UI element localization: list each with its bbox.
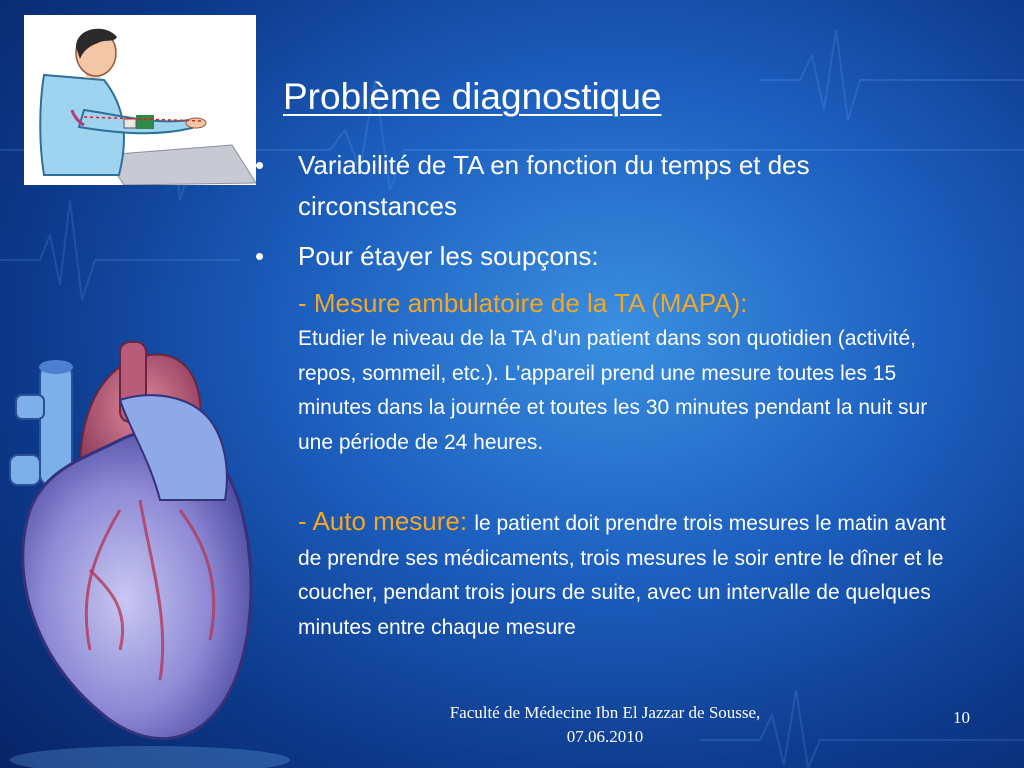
blood-pressure-clipart (24, 15, 256, 185)
section-body: Etudier le niveau de la TA d’un patient dans son quotidien (activité, repos, sommeil, etc.). L'appareil prend une mesure toutes les 15 minutes dans la journée et toutes les 30 minutes pendant la nuit sur une période de 24 heures. (298, 327, 928, 454)
heart-illustration (0, 320, 300, 768)
bullet-marker: • (255, 150, 265, 180)
bullet-item (255, 236, 955, 277)
section-heading: - Mesure ambulatoire de la TA (MAPA): (298, 288, 748, 318)
bullet-text: Variabilité de TA en fonction du temps et des circonstances (298, 150, 810, 221)
bullet-item (255, 145, 955, 227)
page-number: 10 (953, 708, 970, 727)
slide-title: Problème diagnostique (283, 76, 662, 117)
auto-mesure-section (298, 504, 958, 645)
bullet-text: Pour étayer les soupçons: (298, 241, 599, 271)
section-heading: - Auto mesure: (298, 506, 475, 536)
mapa-section (298, 284, 958, 460)
bullet-marker: • (255, 241, 265, 271)
section-body: le patient doit prendre trois mesures le matin avant de prendre ses médicaments, trois mesures le soir entre le dîner et le coucher, pendant trois jours de suite, avec un intervalle de quelques minutes entre chaque mesure (298, 512, 946, 639)
slide-footer: Faculté de Médecine Ibn El Jazzar de Sousse, 07.06.2010 (449, 703, 761, 746)
